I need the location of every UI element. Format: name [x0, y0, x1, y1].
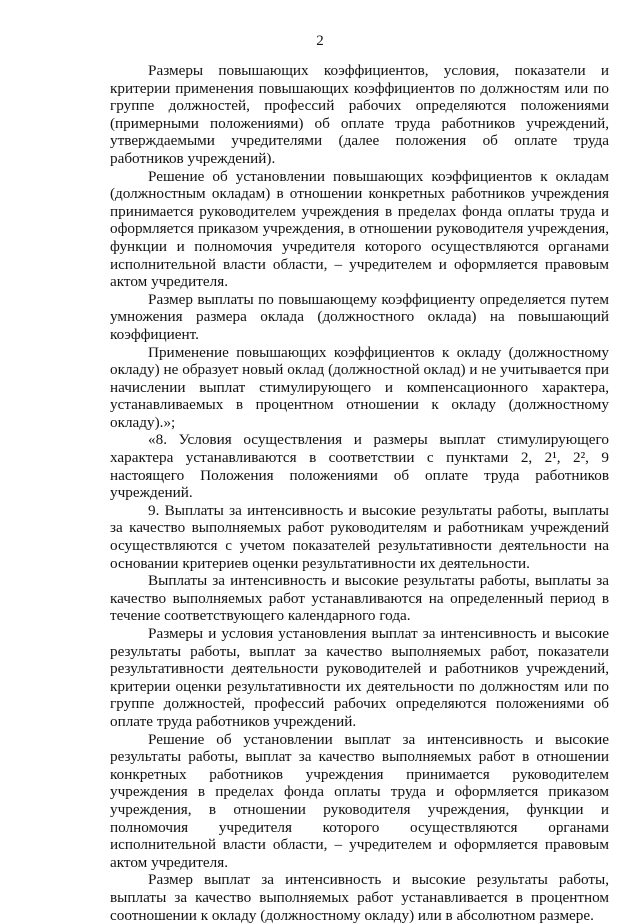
paragraph: Решение об установлении выплат за интенсивность и высокие результаты работы, выплат за качество выполняемых работ в отношении конкретных работников учреждения принимается руководителем учреждения в пределах фонда оплаты труда и оформляется приказом учреждения, в отношении руководителя учреждения, функции и полномочия учредителя которого осуществляются органами исполнительной власти области, – учредителем и оформляется правовым актом учредителя. [110, 730, 609, 871]
paragraph: «8. Условия осуществления и размеры выплат стимулирующего характера устанавливаются в соответствии с пунктами 2, 2¹, 2², 9 настоящего Положения положениями об оплате труда работников учреждений. [110, 431, 609, 502]
paragraph: 9. Выплаты за интенсивность и высокие результаты работы, выплаты за качество выполняемых работ руководителям и работникам учреждений осуществляются с учетом показателей результативности деятельности на основании критериев оценки результативности их деятельности. [110, 501, 609, 572]
paragraph: Размеры повышающих коэффициентов, условия, показатели и критерии применения повышающих коэффициентов по должностям или по группе должностей, профессий рабочих определяются положениями (примерными положениями) об оплате труда работников учреждений, утверждаемыми учредителями (далее положения об оплате труда работников учреждений). [110, 62, 609, 167]
paragraph: Решение об установлении повышающих коэффициентов к окладам (должностным окладам) в отношении конкретных работников учреждения принимается руководителем учреждения в пределах фонда оплаты труда и оформляется приказом учреждения, в отношении руководителя учреждения, функции и полномочия учредителя которого осуществляются органами исполнительной власти области, – учредителем и оформляется правовым актом учредителя. [110, 167, 609, 291]
page-number: 2 [316, 33, 324, 49]
paragraph: Размеры и условия установления выплат за интенсивность и высокие результаты работы, выплат за качество выполняемых работ, показатели результативности деятельности руководителей и работников учреждений, критерии оценки результативности их деятельности по должностям или по группе должностей, профессий рабочих определяются положениями об оплате труда работников учреждений. [110, 625, 609, 730]
paragraph: Применение повышающих коэффициентов к окладу (должностному окладу) не образует новый оклад (должностной оклад) и не учитывается при начислении выплат стимулирующего и компенсационного характера, устанавливаемых в процентном отношении к окладу (должностному окладу).»; [110, 343, 609, 431]
paragraph: Выплаты за интенсивность и высокие результаты работы, выплаты за качество выполняемых работ устанавливаются на определенный период в течение соответствующего календарного года. [110, 572, 609, 625]
paragraph: Размер выплат за интенсивность и высокие результаты работы, выплаты за качество выполняемых работ устанавливается в процентном соотношении к окладу (должностному окладу) или в абсолютном размере. [110, 871, 609, 924]
document-body [110, 62, 609, 924]
paragraph: Размер выплаты по повышающему коэффициенту определяется путем умножения размера оклада (должностного оклада) на повышающий коэффициент. [110, 290, 609, 343]
